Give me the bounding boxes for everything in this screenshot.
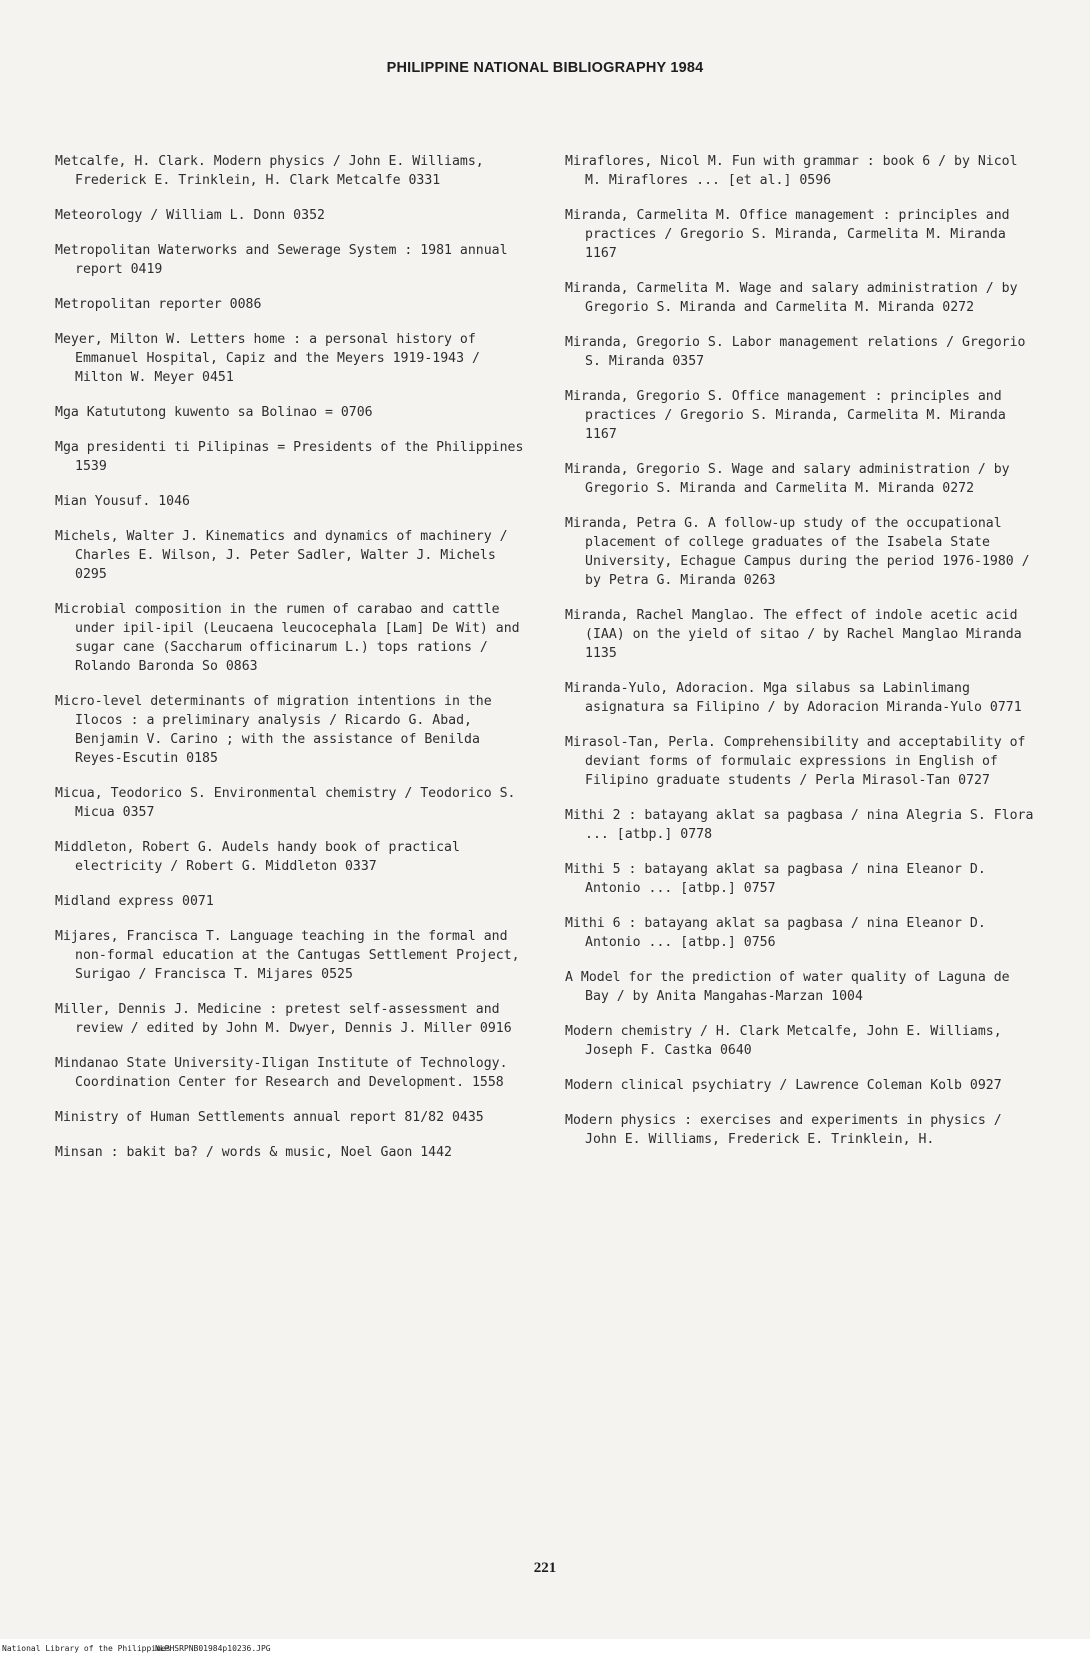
footer-library: National Library of the Philippines bbox=[2, 1644, 171, 1653]
bibliography-entry: Michels, Walter J. Kinematics and dynamics of machinery / Charles E. Wilson, J. Peter Sadler, Walter J. Michels 0295 bbox=[55, 529, 508, 582]
bibliography-entry: Metcalfe, H. Clark. Modern physics / John E. Williams, Frederick E. Trinklein, H. Clark Metcalfe 0331 bbox=[55, 154, 484, 188]
bibliography-entry: Miranda, Carmelita M. Wage and salary administration / by Gregorio S. Miranda and Carmelita M. Miranda 0272 bbox=[565, 281, 1018, 315]
bibliography-entry: Mindanao State University-Iligan Institute of Technology. Coordination Center for Research and Development. 1558 bbox=[55, 1056, 508, 1090]
bibliography-entry: Mithi 5 : batayang aklat sa pagbasa / nina Eleanor D. Antonio ... [atbp.] 0757 bbox=[565, 862, 986, 896]
bibliography-entry: Miraflores, Nicol M. Fun with grammar : book 6 / by Nicol M. Miraflores ... [et al.] 0596 bbox=[565, 154, 1018, 188]
scan-footer bbox=[0, 1639, 1090, 1658]
bibliography-entry: Modern clinical psychiatry / Lawrence Coleman Kolb 0927 bbox=[565, 1078, 1002, 1093]
bibliography-entry: Modern physics : exercises and experiments in physics / John E. Williams, Frederick E. Trinklein, H. bbox=[565, 1113, 1002, 1147]
entries-column-right bbox=[565, 152, 1035, 1165]
bibliography-entry: Miranda, Rachel Manglao. The effect of indole acetic acid (IAA) on the yield of sitao / by Rachel Manglao Miranda 1135 bbox=[565, 608, 1022, 661]
bibliography-entry: Micro-level determinants of migration intentions in the Ilocos : a preliminary analysis / Ricardo G. Abad, Benjamin V. Carino ; with the assistance of Benilda Reyes-Escutin 0185 bbox=[55, 694, 492, 766]
bibliography-entry: Micua, Teodorico S. Environmental chemistry / Teodorico S. Micua 0357 bbox=[55, 786, 516, 820]
bibliography-entry: Mga presidenti ti Pilipinas = Presidents of the Philippines 1539 bbox=[55, 440, 524, 474]
bibliography-entry: Miller, Dennis J. Medicine : pretest self-assessment and review / edited by John M. Dwyer, Dennis J. Miller 0916 bbox=[55, 1002, 512, 1036]
bibliography-entry: Meyer, Milton W. Letters home : a personal history of Emmanuel Hospital, Capiz and the Meyers 1919-1943 / Milton W. Meyer 0451 bbox=[55, 332, 480, 385]
bibliography-entry: Middleton, Robert G. Audels handy book of practical electricity / Robert G. Middleton 0337 bbox=[55, 840, 460, 874]
bibliography-entry: Meteorology / William L. Donn 0352 bbox=[55, 208, 325, 223]
bibliography-entry: A Model for the prediction of water quality of Laguna de Bay / by Anita Mangahas-Marzan 1004 bbox=[565, 970, 1010, 1004]
bibliography-entry: Metropolitan reporter 0086 bbox=[55, 297, 262, 312]
bibliography-entry: Metropolitan Waterworks and Sewerage System : 1981 annual report 0419 bbox=[55, 243, 508, 277]
bibliography-entry: Miranda, Gregorio S. Office management : principles and practices / Gregorio S. Miranda, Carmelita M. Miranda 1167 bbox=[565, 389, 1006, 442]
entries-column-left bbox=[55, 152, 525, 1178]
bibliography-entry: Mithi 2 : batayang aklat sa pagbasa / nina Alegria S. Flora ... [atbp.] 0778 bbox=[565, 808, 1034, 842]
bibliography-entry: Mirasol-Tan, Perla. Comprehensibility and acceptability of deviant forms of formulaic expressions in English of Filipino graduate students / Perla Mirasol-Tan 0727 bbox=[565, 735, 1026, 788]
bibliography-entry: Miranda, Petra G. A follow-up study of the occupational placement of college graduates of the Isabela State University, Echague Campus during the period 1976-1980 / by Petra G. Miranda 0263 bbox=[565, 516, 1030, 588]
bibliography-entry: Miranda, Gregorio S. Wage and salary administration / by Gregorio S. Miranda and Carmelita M. Miranda 0272 bbox=[565, 462, 1010, 496]
bibliography-entry: Miranda, Carmelita M. Office management : principles and practices / Gregorio S. Miranda, Carmelita M. Miranda 1167 bbox=[565, 208, 1010, 261]
bibliography-entry: Mijares, Francisca T. Language teaching in the formal and non-formal education at the Cantugas Settlement Project, Surigao / Francisca T. Mijares 0525 bbox=[55, 929, 520, 982]
bibliography-entry: Midland express 0071 bbox=[55, 894, 214, 909]
page-title: PHILIPPINE NATIONAL BIBLIOGRAPHY 1984 bbox=[386, 60, 704, 76]
bibliography-entry: Mithi 6 : batayang aklat sa pagbasa / nina Eleanor D. Antonio ... [atbp.] 0756 bbox=[565, 916, 986, 950]
bibliography-entry: Miranda-Yulo, Adoracion. Mga silabus sa Labinlimang asignatura sa Filipino / by Adoracion Miranda-Yulo 0771 bbox=[565, 681, 1022, 715]
page-number: 221 bbox=[533, 1560, 557, 1576]
bibliography-entry: Microbial composition in the rumen of carabao and cattle under ipil-ipil (Leucaena leucocephala [Lam] De Wit) and sugar cane (Saccharum officinarum L.) tops rations / Rolando Baronda So 0863 bbox=[55, 602, 520, 674]
bibliography-entry: Mga Katututong kuwento sa Bolinao = 0706 bbox=[55, 405, 373, 420]
bibliography-entry: Modern chemistry / H. Clark Metcalfe, John E. Williams, Joseph F. Castka 0640 bbox=[565, 1024, 1002, 1058]
bibliography-entry: Miranda, Gregorio S. Labor management relations / Gregorio S. Miranda 0357 bbox=[565, 335, 1026, 369]
bibliography-entry: Ministry of Human Settlements annual report 81/82 0435 bbox=[55, 1110, 484, 1125]
footer-filename: NLPHSRPNB01984p10236.JPG bbox=[155, 1644, 271, 1653]
bibliography-entry: Minsan : bakit ba? / words & music, Noel Gaon 1442 bbox=[55, 1145, 452, 1160]
bibliography-entry: Mian Yousuf. 1046 bbox=[55, 494, 190, 509]
